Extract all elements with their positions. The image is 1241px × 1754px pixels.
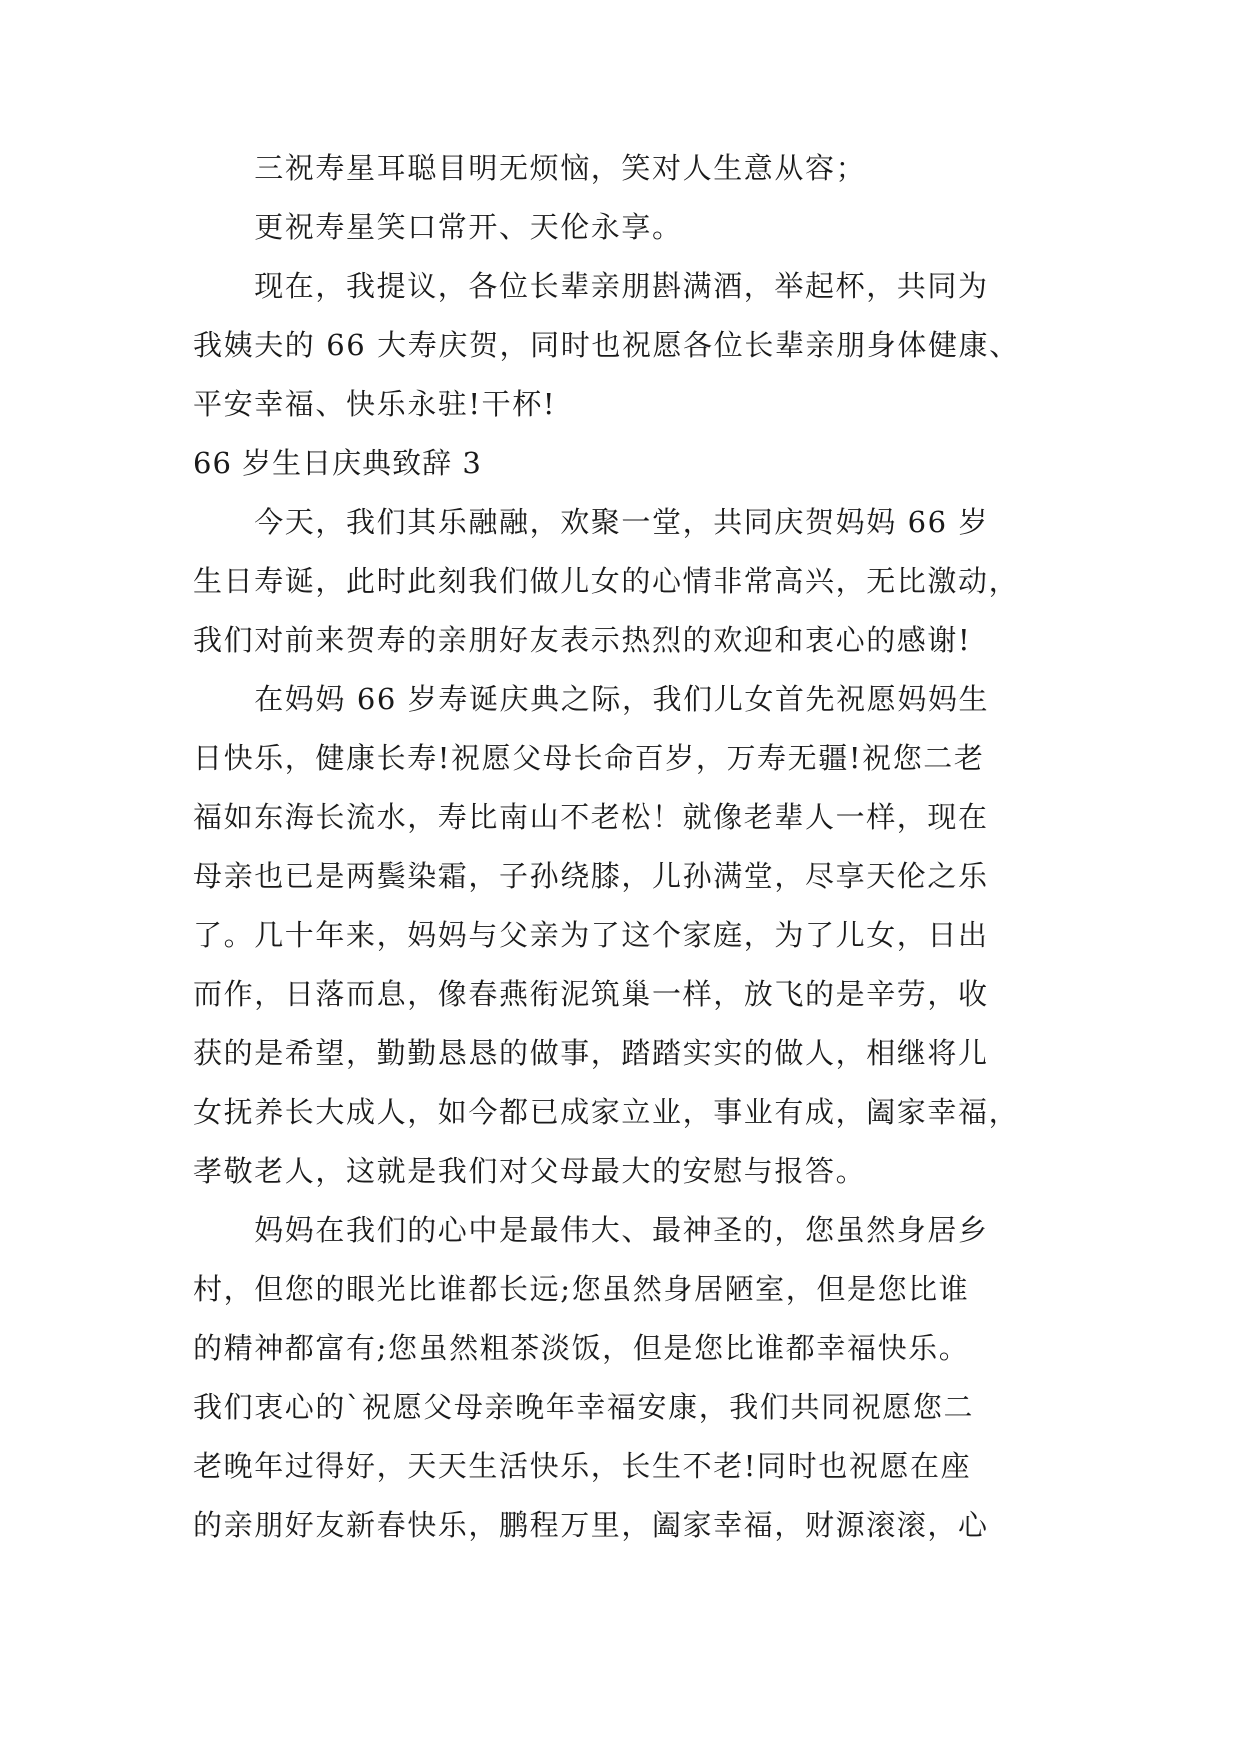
text-line: 现在，我提议，各位长辈亲朋斟满酒，举起杯，共同为	[193, 269, 989, 303]
text-line: 我们衷心的`祝愿父母亲晚年幸福安康，我们共同祝愿您二	[193, 1390, 975, 1424]
text-line: 我姨夫的 66 大寿庆贺，同时也祝愿各位长辈亲朋身体健康、	[193, 328, 1020, 362]
text-line: 获的是希望，勤勤恳恳的做事，踏踏实实的做人，相继将儿	[193, 1036, 989, 1070]
text-line: 孝敬老人，这就是我们对父母最大的安慰与报答。	[193, 1154, 867, 1188]
text-line: 女抚养长大成人，如今都已成家立业，事业有成，阖家幸福，	[193, 1095, 1020, 1129]
text-line: 了。几十年来，妈妈与父亲为了这个家庭，为了儿女，日出	[193, 918, 989, 952]
text-line: 我们对前来贺寿的亲朋好友表示热烈的欢迎和衷心的感谢!	[193, 623, 972, 657]
text-line: 妈妈在我们的心中是最伟大、最神圣的，您虽然身居乡	[193, 1213, 989, 1247]
text-line: 平安幸福、快乐永驻!干杯!	[193, 387, 557, 421]
text-line: 在妈妈 66 岁寿诞庆典之际，我们儿女首先祝愿妈妈生	[193, 682, 990, 716]
text-line: 更祝寿星笑口常开、天伦永享。	[193, 210, 683, 244]
text-line: 今天，我们其乐融融，欢聚一堂，共同庆贺妈妈 66 岁	[193, 505, 990, 539]
text-line: 老晚年过得好，天天生活快乐，长生不老!同时也祝愿在座	[193, 1449, 972, 1483]
text-line: 三祝寿星耳聪目明无烦恼，笑对人生意从容；	[193, 151, 867, 185]
text-line: 日快乐，健康长寿!祝愿父母长命百岁，万寿无疆!祝您二老	[193, 741, 985, 775]
text-line: 福如东海长流水，寿比南山不老松！就像老辈人一样，现在	[193, 800, 989, 834]
text-line: 的精神都富有;您虽然粗茶淡饭，但是您比谁都幸福快乐。	[193, 1331, 970, 1365]
text-line: 的亲朋好友新春快乐，鹏程万里，阖家幸福，财源滚滚，心	[193, 1508, 989, 1542]
section-heading: 66 岁生日庆典致辞 3	[193, 446, 482, 480]
text-line: 而作，日落而息，像春燕衔泥筑巢一样，放飞的是辛劳，收	[193, 977, 989, 1011]
text-line: 村，但您的眼光比谁都长远;您虽然身居陋室，但是您比谁	[193, 1272, 970, 1306]
text-line: 生日寿诞，此时此刻我们做儿女的心情非常高兴，无比激动，	[193, 564, 1020, 598]
text-line: 母亲也已是两鬓染霜，子孙绕膝，儿孙满堂，尽享天伦之乐	[193, 859, 989, 893]
